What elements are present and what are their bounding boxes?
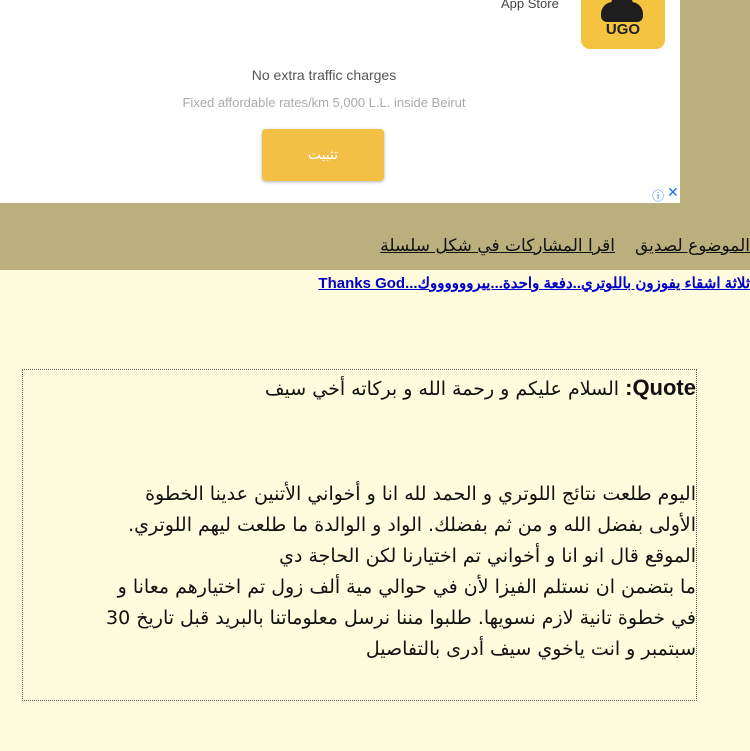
quote-greeting: السلام عليكم و رحمة الله و بركاته أخي سيف (264, 378, 620, 400)
quote-line: اليوم طلعت نتائج اللوتري و الحمد لله انا و أخواني الأتنين عدينا الخطوة (145, 483, 696, 505)
quote-line: الأولى بفضل الله و من ثم بفضلك. الواد و الوالدة ما طلعت ليهم اللوتري. (128, 514, 696, 536)
app-store-label: App Store (501, 0, 559, 11)
header-band (0, 0, 750, 270)
adchoices-icon[interactable]: ⓘ (652, 189, 665, 203)
ad-subline: Fixed affordable rates/km 5,000 L.L. inside Beirut (182, 95, 466, 110)
advertisement[interactable] (0, 0, 680, 203)
thread-title-link[interactable]: Thanks God...ثلاثة اشقاء يفوزون باللوتري..دفعة واحدة...ييرووووووك (318, 275, 750, 292)
close-icon[interactable]: ✕ (667, 185, 679, 201)
quote-line: ما بتضمن ان نستلم الفيزا لأن في حوالي مية ألف زول تم اختيارهم معانا و (117, 576, 696, 598)
quote-line: سبتمبر و انت ياخوي سيف أدرى بالتفاصيل (365, 638, 696, 660)
send-to-friend-link[interactable]: الموضوع لصديق (634, 236, 750, 256)
ad-headline: No extra traffic charges (251, 67, 397, 83)
read-posts-thread-link[interactable]: اقرا المشاركات في شكل سلسلة (380, 236, 615, 256)
car-icon (601, 2, 643, 22)
quote-label: Quote: (625, 375, 696, 400)
quote-first-line (23, 376, 696, 401)
quote-box (22, 369, 697, 701)
quote-line: في خطوة تانية لازم نسويها. طلبوا مننا نرسل معلوماتنا بالبريد قبل تاريخ 30 (105, 607, 696, 629)
install-button[interactable]: تثبيت (262, 129, 384, 181)
thread-tools-nav (380, 236, 750, 256)
quote-line: الموقع قال انو انا و أخواني تم اختيارنا لكن الحاجة دي (279, 545, 696, 567)
quote-body (23, 479, 696, 665)
app-logo[interactable] (581, 0, 665, 49)
thread-title (318, 274, 750, 292)
app-logo-text: UGO (605, 21, 641, 38)
